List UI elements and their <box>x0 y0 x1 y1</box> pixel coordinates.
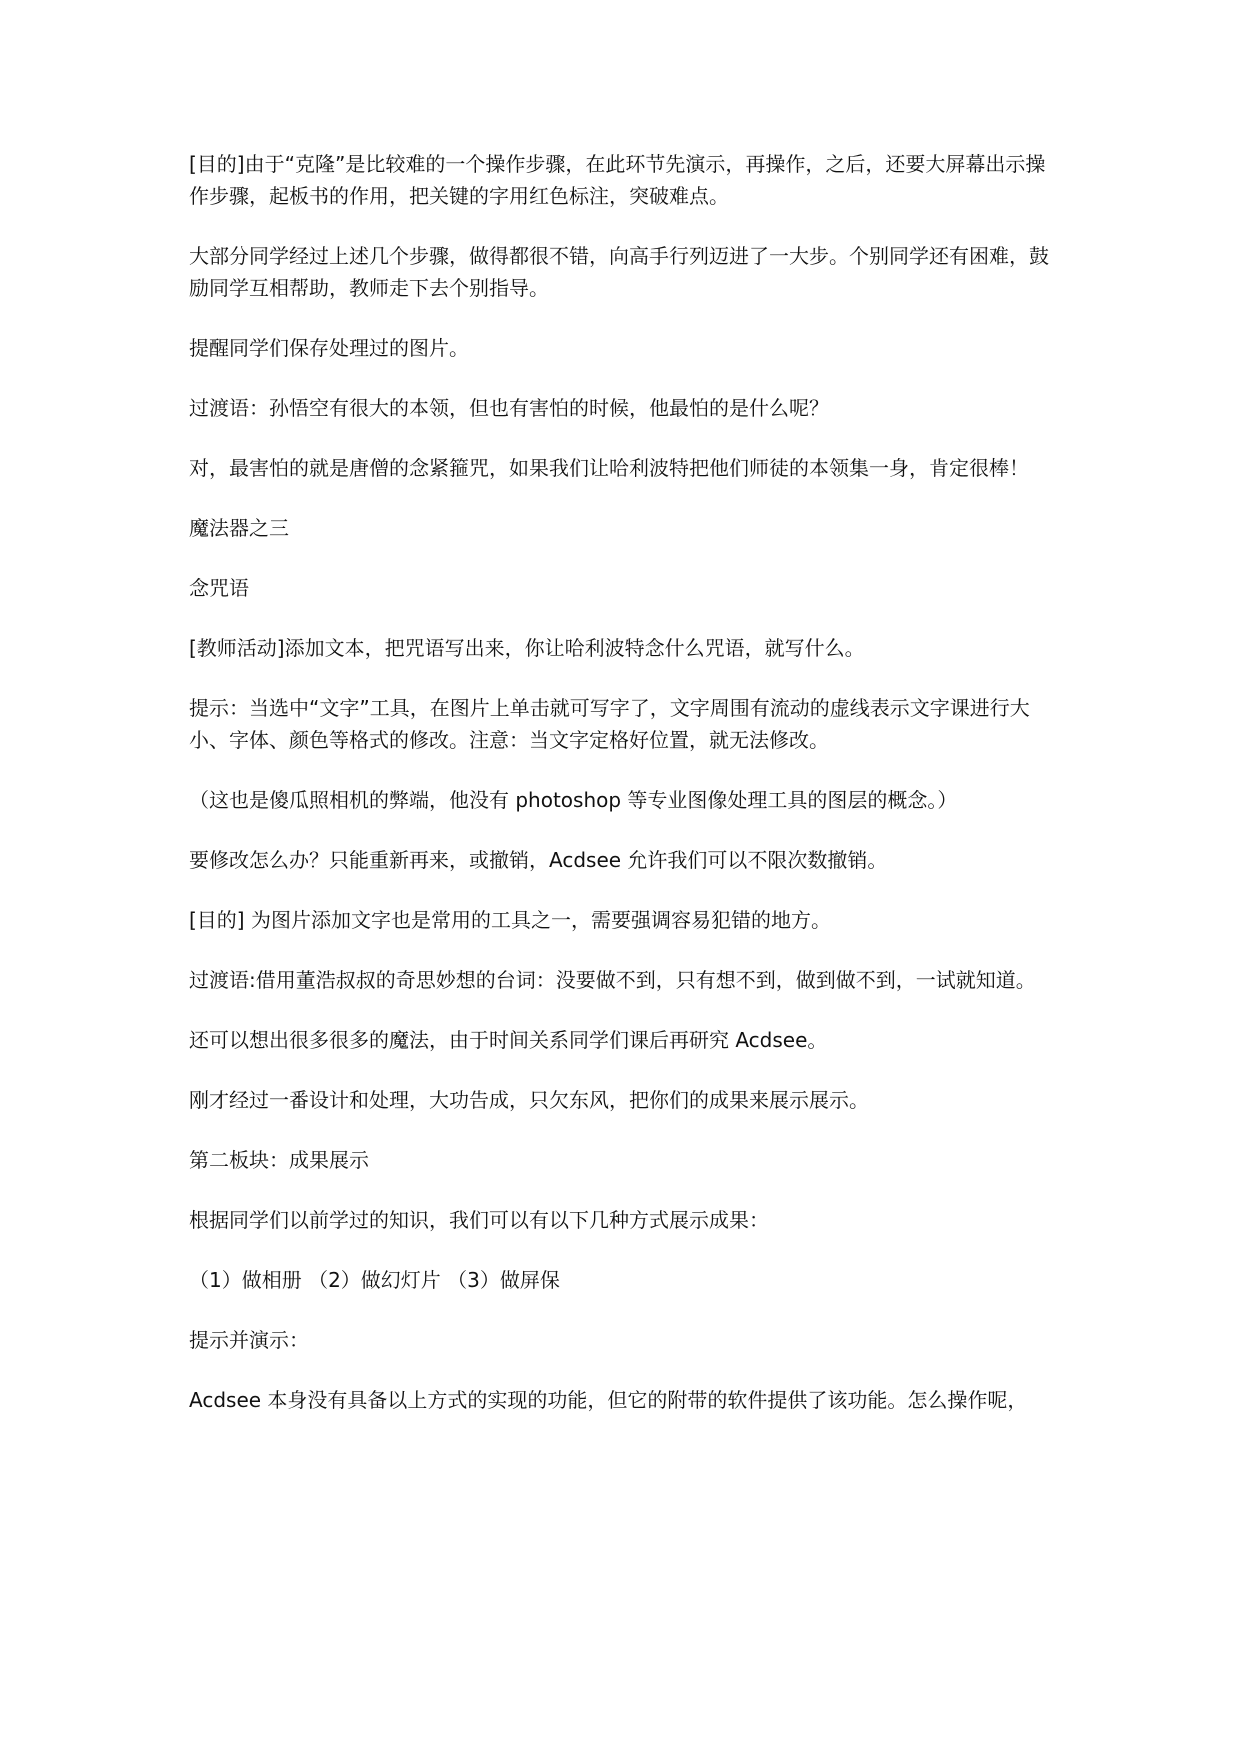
paragraph-undo: 要修改怎么办？只能重新再来，或撤销，Acdsee 允许我们可以不限次数撤销。 <box>189 848 888 872</box>
heading-spell: 念咒语 <box>189 576 249 600</box>
document-body <box>189 148 1059 1444</box>
heading-magic-tool-3: 魔法器之三 <box>189 516 289 540</box>
paragraph-ways-list: （1）做相册 （2）做幻灯片 （3）做屏保 <box>189 1268 560 1292</box>
paragraph-ways-intro: 根据同学们以前学过的知识，我们可以有以下几种方式展示成果： <box>189 1208 769 1232</box>
paragraph-photoshop-note: （这也是傻瓜照相机的弊端，他没有 photoshop 等专业图像处理工具的图层的概念。） <box>189 788 958 812</box>
paragraph-purpose-clone: [目的]由于“克隆”是比较难的一个操作步骤，在此环节先演示，再操作，之后，还要大屏幕出示操作步骤，起板书的作用，把关键的字用红色标注，突破难点。 <box>189 152 1046 208</box>
paragraph-students-progress: 大部分同学经过上述几个步骤，做得都很不错，向高手行列迈进了一大步。个别同学还有困难，鼓励同学互相帮助，教师走下去个别指导。 <box>189 244 1049 300</box>
paragraph-transition-2: 过渡语:借用董浩叔叔的奇思妙想的台词：没要做不到，只有想不到，做到做不到，一试就知道。 <box>189 968 1036 992</box>
paragraph-teacher-activity: [教师活动]添加文本，把咒语写出来，你让哈利波特念什么咒语，就写什么。 <box>189 636 865 660</box>
paragraph-purpose-text: [目的] 为图片添加文字也是常用的工具之一，需要强调容易犯错的地方。 <box>189 908 831 932</box>
paragraph-save-reminder: 提醒同学们保存处理过的图片。 <box>189 336 469 360</box>
heading-section-2: 第二板块：成果展示 <box>189 1148 369 1172</box>
paragraph-show-results: 刚才经过一番设计和处理，大功告成，只欠东风，把你们的成果来展示展示。 <box>189 1088 869 1112</box>
paragraph-more-magic: 还可以想出很多很多的魔法，由于时间关系同学们课后再研究 Acdsee。 <box>189 1028 828 1052</box>
paragraph-answer: 对，最害怕的就是唐僧的念紧箍咒，如果我们让哈利波特把他们师徒的本领集一身，肯定很棒！ <box>189 456 1029 480</box>
paragraph-demo-tip: 提示并演示： <box>189 1328 309 1352</box>
paragraph-acdsee-feature: Acdsee 本身没有具备以上方式的实现的功能，但它的附带的软件提供了该功能。怎么操作呢， <box>189 1388 1028 1412</box>
paragraph-tip-text-tool: 提示：当选中“文字”工具，在图片上单击就可写字了，文字周围有流动的虚线表示文字课进行大小、字体、颜色等格式的修改。注意：当文字定格好位置，就无法修改。 <box>189 696 1030 752</box>
paragraph-transition-1: 过渡语：孙悟空有很大的本领，但也有害怕的时候，他最怕的是什么呢？ <box>189 396 829 420</box>
